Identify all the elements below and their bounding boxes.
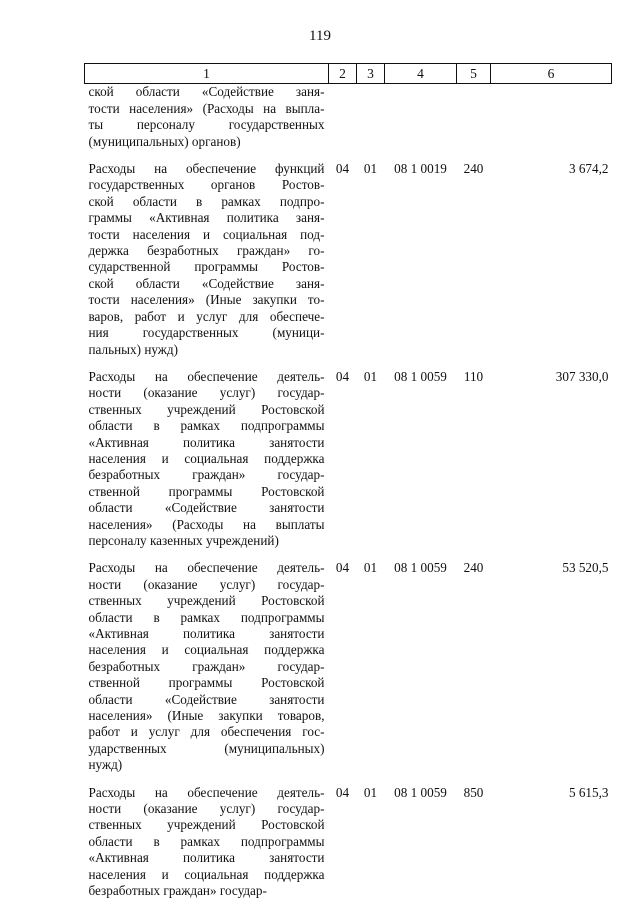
description-line: сударственной программы Ростов-: [88, 259, 325, 275]
description-line: ственных учреждений Ростовской: [88, 817, 325, 833]
description-line: «Активная политика занятости: [88, 850, 325, 866]
description-line: безработных граждан» государ-: [88, 658, 325, 674]
header-col-1: 1: [85, 64, 329, 84]
description-line: Расходы на обеспечение деятель-: [88, 368, 325, 384]
row-description: [85, 161, 329, 369]
table-row: [85, 560, 612, 784]
table-row: [85, 369, 612, 560]
target-article-code: 08 1 0059: [394, 560, 447, 576]
amount: 307 330,0: [555, 368, 609, 384]
subsection-code: 01: [363, 161, 378, 177]
budget-table: [84, 63, 612, 911]
description-line: населения и социальная поддержка: [88, 866, 325, 882]
description-line: граммы «Активная политика заня-: [88, 210, 325, 226]
description-line: ния государственных (муници-: [88, 325, 325, 341]
section-code: 04: [335, 560, 350, 576]
description-line: ственных учреждений Ростовской: [88, 593, 325, 609]
amount: [491, 84, 612, 161]
row-description: [85, 84, 329, 161]
description-line: тости населения» (Расходы на выпла-: [88, 100, 325, 116]
description-line: «Активная политика занятости: [88, 434, 325, 450]
description-line: безработных граждан» государ-: [88, 883, 267, 899]
description-line: населения» (Иные закупки товаров,: [88, 708, 325, 724]
description-line: ской области «Содействие заня-: [88, 275, 325, 291]
description-line: Расходы на обеспечение функций: [88, 161, 325, 177]
subsection-code: 01: [363, 368, 378, 384]
section-code: [329, 84, 357, 161]
description-line: пальных) нужд): [88, 341, 179, 357]
description-line: ударственных (муниципальных): [88, 740, 325, 756]
description-line: ности (оказание услуг) государ-: [88, 576, 325, 592]
description-line: области в рамках подпрограммы: [88, 609, 325, 625]
target-article-code: 08 1 0059: [394, 784, 447, 800]
description-line: области «Содействие занятости: [88, 500, 325, 516]
table-row: [85, 84, 612, 161]
header-col-4: 4: [385, 64, 457, 84]
header-col-5: 5: [457, 64, 491, 84]
table-header-row: [85, 64, 612, 84]
expense-type-code: 240: [463, 560, 484, 576]
subsection-code: 01: [363, 784, 378, 800]
target-article-code: 08 1 0059: [394, 368, 447, 384]
description-line: «Активная политика занятости: [88, 626, 325, 641]
header-col-2: 2: [329, 64, 357, 84]
description-line: безработных граждан» государ-: [88, 467, 325, 483]
description-line: области в рамках подпрограммы: [88, 418, 325, 434]
description-line: населения» (Расходы на выплаты: [88, 516, 325, 532]
amount: 5 615,3: [568, 784, 609, 800]
table-row: [85, 785, 612, 911]
description-line: ности (оказание услуг) государ-: [88, 801, 325, 817]
description-line: ской области «Содействие заня-: [88, 84, 325, 100]
target-article-code: 08 1 0019: [394, 161, 447, 177]
amount: 53 520,5: [562, 560, 609, 576]
description-line: ственной программы Ростовской: [88, 483, 325, 499]
description-line: персоналу казенных учреждений): [88, 532, 279, 548]
description-line: области в рамках подпрограммы: [88, 833, 325, 849]
page-number: 119: [309, 28, 331, 44]
expense-type-code: 850: [463, 784, 484, 800]
table-row: [85, 161, 612, 369]
row-description: [85, 369, 329, 560]
row-description: [85, 785, 329, 911]
section-code: 04: [335, 368, 350, 384]
description-line: ности (оказание услуг) государ-: [88, 385, 325, 401]
header-col-6: 6: [491, 64, 612, 84]
description-line: Расходы на обеспечение деятель-: [88, 784, 325, 800]
description-line: населения и социальная поддержка: [88, 450, 325, 466]
description-line: ственных учреждений Ростовской: [88, 401, 325, 417]
target-article-code: [385, 84, 457, 161]
description-line: населения и социальная поддержка: [88, 642, 325, 658]
description-line: держка безработных граждан» го-: [88, 243, 325, 259]
section-code: 04: [335, 784, 350, 800]
description-line: ты персоналу государственных: [88, 117, 325, 133]
description-line: ской области в рамках подпро-: [88, 193, 325, 209]
subsection-code: 01: [363, 560, 378, 576]
description-line: тости населения» (Иные закупки то-: [88, 292, 325, 308]
description-line: тости населения и социальная под-: [88, 226, 325, 242]
amount: 3 674,2: [568, 161, 609, 177]
description-line: варов, работ и услуг для обеспече-: [88, 308, 325, 324]
description-line: ственной программы Ростовской: [88, 675, 325, 691]
header-col-3: 3: [357, 64, 385, 84]
row-description: [85, 560, 329, 784]
section-code: 04: [335, 161, 350, 177]
expense-type-code: 240: [463, 161, 484, 177]
description-line: государственных органов Ростов-: [88, 177, 325, 193]
description-line: Расходы на обеспечение деятель-: [88, 560, 325, 576]
description-line: области «Содействие занятости: [88, 691, 325, 707]
expense-type-code: [457, 84, 491, 161]
description-line: работ и услуг для обеспечения гос-: [88, 724, 325, 740]
subsection-code: [357, 84, 385, 161]
description-line: (муниципальных) органов): [88, 133, 241, 149]
description-line: нужд): [88, 757, 123, 773]
expense-type-code: 110: [463, 368, 484, 384]
